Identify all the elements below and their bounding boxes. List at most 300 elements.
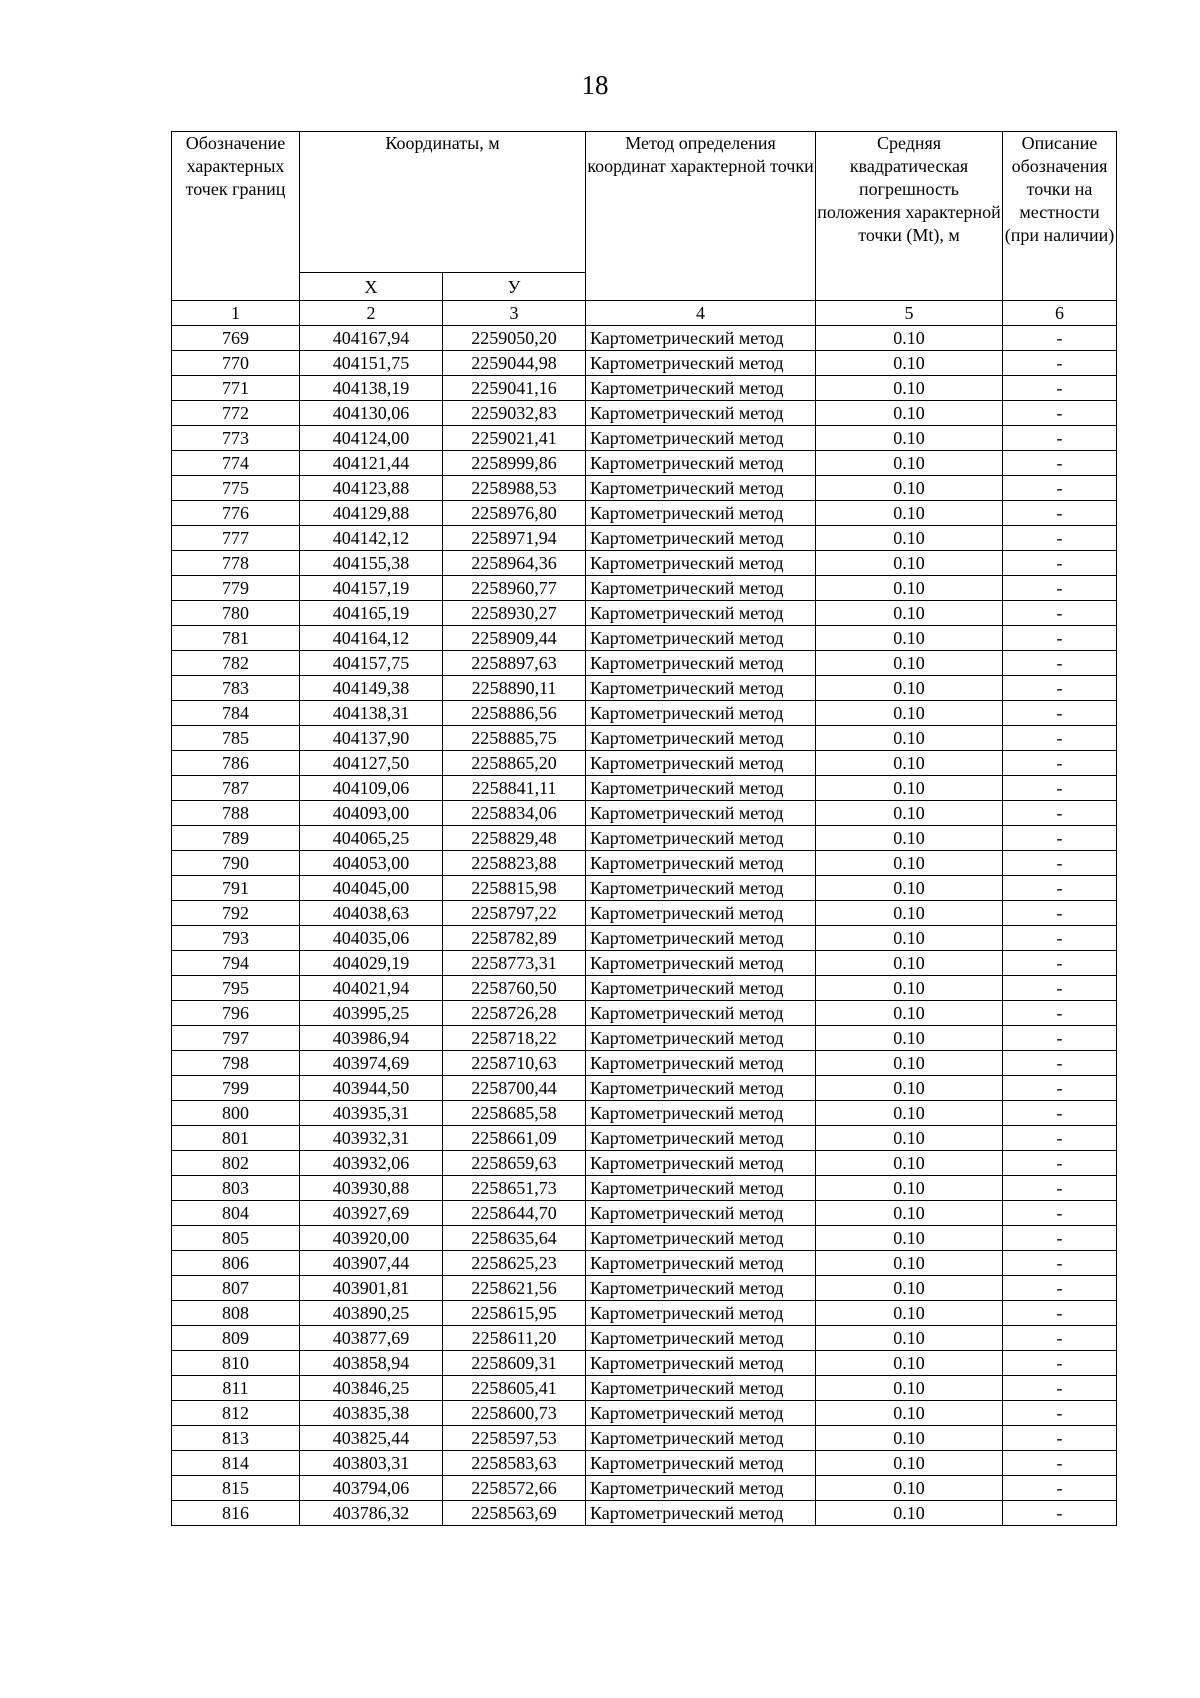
x-coordinate-cell: 404157,19 xyxy=(300,576,443,601)
point-id-cell: 794 xyxy=(172,951,300,976)
description-cell: - xyxy=(1003,801,1117,826)
y-coordinate-cell: 2258897,63 xyxy=(443,651,586,676)
table-row xyxy=(172,976,1117,1001)
error-cell: 0.10 xyxy=(816,826,1003,851)
y-coordinate-cell: 2259021,41 xyxy=(443,426,586,451)
column-numbers-row xyxy=(172,301,1117,326)
x-coordinate-cell: 403932,31 xyxy=(300,1126,443,1151)
error-cell: 0.10 xyxy=(816,976,1003,1001)
x-coordinate-cell: 404151,75 xyxy=(300,351,443,376)
y-coordinate-cell: 2258625,23 xyxy=(443,1251,586,1276)
point-id-cell: 813 xyxy=(172,1426,300,1451)
error-cell: 0.10 xyxy=(816,1026,1003,1051)
x-coordinate-cell: 403803,31 xyxy=(300,1451,443,1476)
error-cell: 0.10 xyxy=(816,1201,1003,1226)
table-row xyxy=(172,326,1117,351)
method-cell: Картометрический метод xyxy=(586,801,816,826)
point-id-cell: 781 xyxy=(172,626,300,651)
y-coordinate-cell: 2258782,89 xyxy=(443,926,586,951)
table-row xyxy=(172,576,1117,601)
description-cell: - xyxy=(1003,776,1117,801)
table-row xyxy=(172,626,1117,651)
error-cell: 0.10 xyxy=(816,376,1003,401)
point-id-cell: 788 xyxy=(172,801,300,826)
table-row xyxy=(172,551,1117,576)
x-coordinate-cell: 403927,69 xyxy=(300,1201,443,1226)
method-cell: Картометрический метод xyxy=(586,826,816,851)
column-number: 3 xyxy=(443,301,586,326)
y-coordinate-cell: 2259044,98 xyxy=(443,351,586,376)
error-cell: 0.10 xyxy=(816,1051,1003,1076)
x-coordinate-cell: 404121,44 xyxy=(300,451,443,476)
description-cell: - xyxy=(1003,1251,1117,1276)
method-cell: Картометрический метод xyxy=(586,526,816,551)
y-coordinate-cell: 2259032,83 xyxy=(443,401,586,426)
y-coordinate-cell: 2258651,73 xyxy=(443,1176,586,1201)
table-row xyxy=(172,1126,1117,1151)
point-id-cell: 778 xyxy=(172,551,300,576)
method-cell: Картометрический метод xyxy=(586,1376,816,1401)
error-cell: 0.10 xyxy=(816,1351,1003,1376)
description-cell: - xyxy=(1003,326,1117,351)
error-cell: 0.10 xyxy=(816,1151,1003,1176)
description-cell: - xyxy=(1003,1051,1117,1076)
header-method: Метод определения координат характерной точки xyxy=(586,132,816,301)
method-cell: Картометрический метод xyxy=(586,451,816,476)
table-row xyxy=(172,526,1117,551)
y-coordinate-cell: 2258661,09 xyxy=(443,1126,586,1151)
y-coordinate-cell: 2258615,95 xyxy=(443,1301,586,1326)
error-cell: 0.10 xyxy=(816,626,1003,651)
point-id-cell: 814 xyxy=(172,1451,300,1476)
error-cell: 0.10 xyxy=(816,1126,1003,1151)
point-id-cell: 795 xyxy=(172,976,300,1001)
method-cell: Картометрический метод xyxy=(586,1101,816,1126)
table-row xyxy=(172,1101,1117,1126)
column-number: 4 xyxy=(586,301,816,326)
x-coordinate-cell: 403920,00 xyxy=(300,1226,443,1251)
point-id-cell: 790 xyxy=(172,851,300,876)
error-cell: 0.10 xyxy=(816,726,1003,751)
x-coordinate-cell: 404124,00 xyxy=(300,426,443,451)
method-cell: Картометрический метод xyxy=(586,426,816,451)
description-cell: - xyxy=(1003,351,1117,376)
table-row xyxy=(172,1226,1117,1251)
table-row xyxy=(172,826,1117,851)
method-cell: Картометрический метод xyxy=(586,326,816,351)
description-cell: - xyxy=(1003,1201,1117,1226)
error-cell: 0.10 xyxy=(816,551,1003,576)
point-id-cell: 806 xyxy=(172,1251,300,1276)
table-row xyxy=(172,451,1117,476)
point-id-cell: 815 xyxy=(172,1476,300,1501)
x-coordinate-cell: 404167,94 xyxy=(300,326,443,351)
point-id-cell: 775 xyxy=(172,476,300,501)
x-coordinate-cell: 404138,19 xyxy=(300,376,443,401)
method-cell: Картометрический метод xyxy=(586,876,816,901)
method-cell: Картометрический метод xyxy=(586,976,816,1001)
method-cell: Картометрический метод xyxy=(586,951,816,976)
description-cell: - xyxy=(1003,526,1117,551)
description-cell: - xyxy=(1003,626,1117,651)
method-cell: Картометрический метод xyxy=(586,1326,816,1351)
description-cell: - xyxy=(1003,1401,1117,1426)
description-cell: - xyxy=(1003,1351,1117,1376)
table-row xyxy=(172,776,1117,801)
error-cell: 0.10 xyxy=(816,676,1003,701)
table-row xyxy=(172,901,1117,926)
method-cell: Картометрический метод xyxy=(586,1201,816,1226)
description-cell: - xyxy=(1003,951,1117,976)
point-id-cell: 773 xyxy=(172,426,300,451)
point-id-cell: 776 xyxy=(172,501,300,526)
description-cell: - xyxy=(1003,901,1117,926)
error-cell: 0.10 xyxy=(816,851,1003,876)
point-id-cell: 805 xyxy=(172,1226,300,1251)
x-coordinate-cell: 404149,38 xyxy=(300,676,443,701)
y-coordinate-cell: 2258605,41 xyxy=(443,1376,586,1401)
method-cell: Картометрический метод xyxy=(586,751,816,776)
error-cell: 0.10 xyxy=(816,1301,1003,1326)
y-coordinate-cell: 2258583,63 xyxy=(443,1451,586,1476)
description-cell: - xyxy=(1003,1101,1117,1126)
table-row xyxy=(172,1401,1117,1426)
column-number: 2 xyxy=(300,301,443,326)
description-cell: - xyxy=(1003,576,1117,601)
point-id-cell: 770 xyxy=(172,351,300,376)
table-row xyxy=(172,1151,1117,1176)
error-cell: 0.10 xyxy=(816,501,1003,526)
point-id-cell: 791 xyxy=(172,876,300,901)
description-cell: - xyxy=(1003,826,1117,851)
error-cell: 0.10 xyxy=(816,751,1003,776)
y-coordinate-cell: 2258609,31 xyxy=(443,1351,586,1376)
method-cell: Картометрический метод xyxy=(586,576,816,601)
error-cell: 0.10 xyxy=(816,351,1003,376)
point-id-cell: 787 xyxy=(172,776,300,801)
table-row xyxy=(172,1201,1117,1226)
y-coordinate-cell: 2258611,20 xyxy=(443,1326,586,1351)
x-coordinate-cell: 404123,88 xyxy=(300,476,443,501)
header-description: Описание обозначения точки на местности (при наличии) xyxy=(1003,132,1117,301)
y-coordinate-cell: 2258999,86 xyxy=(443,451,586,476)
x-coordinate-cell: 403995,25 xyxy=(300,1001,443,1026)
description-cell: - xyxy=(1003,1276,1117,1301)
point-id-cell: 793 xyxy=(172,926,300,951)
table-row xyxy=(172,651,1117,676)
table-row xyxy=(172,726,1117,751)
x-coordinate-cell: 403846,25 xyxy=(300,1376,443,1401)
y-coordinate-cell: 2258597,53 xyxy=(443,1426,586,1451)
description-cell: - xyxy=(1003,651,1117,676)
point-id-cell: 785 xyxy=(172,726,300,751)
x-coordinate-cell: 403986,94 xyxy=(300,1026,443,1051)
y-coordinate-cell: 2258960,77 xyxy=(443,576,586,601)
x-coordinate-cell: 404093,00 xyxy=(300,801,443,826)
method-cell: Картометрический метод xyxy=(586,1501,816,1526)
table-row xyxy=(172,1026,1117,1051)
error-cell: 0.10 xyxy=(816,651,1003,676)
method-cell: Картометрический метод xyxy=(586,351,816,376)
x-coordinate-cell: 403825,44 xyxy=(300,1426,443,1451)
method-cell: Картометрический метод xyxy=(586,651,816,676)
point-id-cell: 801 xyxy=(172,1126,300,1151)
table-row xyxy=(172,701,1117,726)
x-coordinate-cell: 403786,32 xyxy=(300,1501,443,1526)
description-cell: - xyxy=(1003,851,1117,876)
error-cell: 0.10 xyxy=(816,1426,1003,1451)
method-cell: Картометрический метод xyxy=(586,901,816,926)
x-coordinate-cell: 403932,06 xyxy=(300,1151,443,1176)
point-id-cell: 796 xyxy=(172,1001,300,1026)
column-number: 5 xyxy=(816,301,1003,326)
error-cell: 0.10 xyxy=(816,601,1003,626)
method-cell: Картометрический метод xyxy=(586,1476,816,1501)
y-coordinate-cell: 2258930,27 xyxy=(443,601,586,626)
table-row xyxy=(172,1501,1117,1526)
x-coordinate-cell: 403901,81 xyxy=(300,1276,443,1301)
method-cell: Картометрический метод xyxy=(586,551,816,576)
x-coordinate-cell: 403877,69 xyxy=(300,1326,443,1351)
y-coordinate-cell: 2258700,44 xyxy=(443,1076,586,1101)
description-cell: - xyxy=(1003,501,1117,526)
method-cell: Картометрический метод xyxy=(586,1351,816,1376)
method-cell: Картометрический метод xyxy=(586,1001,816,1026)
x-coordinate-cell: 404165,19 xyxy=(300,601,443,626)
point-id-cell: 816 xyxy=(172,1501,300,1526)
y-coordinate-cell: 2258964,36 xyxy=(443,551,586,576)
x-coordinate-cell: 403935,31 xyxy=(300,1101,443,1126)
x-coordinate-cell: 404129,88 xyxy=(300,501,443,526)
description-cell: - xyxy=(1003,401,1117,426)
error-cell: 0.10 xyxy=(816,576,1003,601)
method-cell: Картометрический метод xyxy=(586,1076,816,1101)
error-cell: 0.10 xyxy=(816,1101,1003,1126)
table-row xyxy=(172,751,1117,776)
description-cell: - xyxy=(1003,876,1117,901)
method-cell: Картометрический метод xyxy=(586,701,816,726)
error-cell: 0.10 xyxy=(816,451,1003,476)
table-row xyxy=(172,1376,1117,1401)
y-coordinate-cell: 2258563,69 xyxy=(443,1501,586,1526)
error-cell: 0.10 xyxy=(816,1251,1003,1276)
method-cell: Картометрический метод xyxy=(586,776,816,801)
description-cell: - xyxy=(1003,1451,1117,1476)
error-cell: 0.10 xyxy=(816,1451,1003,1476)
error-cell: 0.10 xyxy=(816,876,1003,901)
x-coordinate-cell: 404138,31 xyxy=(300,701,443,726)
column-number: 1 xyxy=(172,301,300,326)
method-cell: Картометрический метод xyxy=(586,1026,816,1051)
method-cell: Картометрический метод xyxy=(586,1051,816,1076)
table-row xyxy=(172,501,1117,526)
description-cell: - xyxy=(1003,601,1117,626)
error-cell: 0.10 xyxy=(816,776,1003,801)
method-cell: Картометрический метод xyxy=(586,1426,816,1451)
y-coordinate-cell: 2258797,22 xyxy=(443,901,586,926)
y-coordinate-cell: 2258621,56 xyxy=(443,1276,586,1301)
point-id-cell: 779 xyxy=(172,576,300,601)
error-cell: 0.10 xyxy=(816,1501,1003,1526)
y-coordinate-cell: 2259041,16 xyxy=(443,376,586,401)
method-cell: Картометрический метод xyxy=(586,926,816,951)
description-cell: - xyxy=(1003,426,1117,451)
point-id-cell: 784 xyxy=(172,701,300,726)
error-cell: 0.10 xyxy=(816,1476,1003,1501)
error-cell: 0.10 xyxy=(816,1076,1003,1101)
method-cell: Картометрический метод xyxy=(586,601,816,626)
x-coordinate-cell: 404155,38 xyxy=(300,551,443,576)
table-row xyxy=(172,1426,1117,1451)
y-coordinate-cell: 2258635,64 xyxy=(443,1226,586,1251)
x-coordinate-cell: 404142,12 xyxy=(300,526,443,551)
x-coordinate-cell: 404130,06 xyxy=(300,401,443,426)
error-cell: 0.10 xyxy=(816,476,1003,501)
description-cell: - xyxy=(1003,451,1117,476)
table-row xyxy=(172,426,1117,451)
description-cell: - xyxy=(1003,551,1117,576)
y-coordinate-cell: 2259050,20 xyxy=(443,326,586,351)
method-cell: Картометрический метод xyxy=(586,676,816,701)
table-row xyxy=(172,876,1117,901)
x-coordinate-cell: 403890,25 xyxy=(300,1301,443,1326)
method-cell: Картометрический метод xyxy=(586,476,816,501)
error-cell: 0.10 xyxy=(816,326,1003,351)
error-cell: 0.10 xyxy=(816,401,1003,426)
y-coordinate-cell: 2258834,06 xyxy=(443,801,586,826)
x-coordinate-cell: 403944,50 xyxy=(300,1076,443,1101)
method-cell: Картометрический метод xyxy=(586,1226,816,1251)
table-row xyxy=(172,351,1117,376)
x-coordinate-cell: 404109,06 xyxy=(300,776,443,801)
x-coordinate-cell: 404053,00 xyxy=(300,851,443,876)
error-cell: 0.10 xyxy=(816,701,1003,726)
point-id-cell: 802 xyxy=(172,1151,300,1176)
point-id-cell: 810 xyxy=(172,1351,300,1376)
page-number: 18 xyxy=(581,70,609,100)
method-cell: Картометрический метод xyxy=(586,401,816,426)
error-cell: 0.10 xyxy=(816,901,1003,926)
table-row xyxy=(172,1451,1117,1476)
description-cell: - xyxy=(1003,1301,1117,1326)
point-id-cell: 774 xyxy=(172,451,300,476)
header-x: X xyxy=(300,273,443,301)
description-cell: - xyxy=(1003,1376,1117,1401)
y-coordinate-cell: 2258976,80 xyxy=(443,501,586,526)
method-cell: Картометрический метод xyxy=(586,376,816,401)
point-id-cell: 797 xyxy=(172,1026,300,1051)
point-id-cell: 798 xyxy=(172,1051,300,1076)
x-coordinate-cell: 404065,25 xyxy=(300,826,443,851)
description-cell: - xyxy=(1003,1426,1117,1451)
header-coordinates: Координаты, м xyxy=(300,132,586,273)
table-row xyxy=(172,1476,1117,1501)
table-row xyxy=(172,851,1117,876)
description-cell: - xyxy=(1003,1226,1117,1251)
error-cell: 0.10 xyxy=(816,426,1003,451)
error-cell: 0.10 xyxy=(816,1001,1003,1026)
y-coordinate-cell: 2258726,28 xyxy=(443,1001,586,1026)
description-cell: - xyxy=(1003,926,1117,951)
description-cell: - xyxy=(1003,1176,1117,1201)
y-coordinate-cell: 2258644,70 xyxy=(443,1201,586,1226)
header-y: У xyxy=(443,273,586,301)
description-cell: - xyxy=(1003,1126,1117,1151)
table-row xyxy=(172,801,1117,826)
point-id-cell: 769 xyxy=(172,326,300,351)
table-row xyxy=(172,376,1117,401)
error-cell: 0.10 xyxy=(816,951,1003,976)
description-cell: - xyxy=(1003,1026,1117,1051)
error-cell: 0.10 xyxy=(816,1326,1003,1351)
method-cell: Картометрический метод xyxy=(586,1301,816,1326)
description-cell: - xyxy=(1003,676,1117,701)
description-cell: - xyxy=(1003,1076,1117,1101)
y-coordinate-cell: 2258600,73 xyxy=(443,1401,586,1426)
y-coordinate-cell: 2258865,20 xyxy=(443,751,586,776)
point-id-cell: 792 xyxy=(172,901,300,926)
table-row xyxy=(172,1326,1117,1351)
description-cell: - xyxy=(1003,976,1117,1001)
header-error: Средняя квадратическая погрешность положения характерной точки (Mt), м xyxy=(816,132,1003,301)
error-cell: 0.10 xyxy=(816,526,1003,551)
coordinates-table xyxy=(171,131,1117,1526)
method-cell: Картометрический метод xyxy=(586,1151,816,1176)
table-row xyxy=(172,676,1117,701)
point-id-cell: 780 xyxy=(172,601,300,626)
table-row xyxy=(172,1276,1117,1301)
point-id-cell: 777 xyxy=(172,526,300,551)
description-cell: - xyxy=(1003,1151,1117,1176)
x-coordinate-cell: 404137,90 xyxy=(300,726,443,751)
error-cell: 0.10 xyxy=(816,1176,1003,1201)
x-coordinate-cell: 404029,19 xyxy=(300,951,443,976)
table-row xyxy=(172,1351,1117,1376)
table-row xyxy=(172,951,1117,976)
method-cell: Картометрический метод xyxy=(586,1401,816,1426)
method-cell: Картометрический метод xyxy=(586,1276,816,1301)
table-row xyxy=(172,1301,1117,1326)
x-coordinate-cell: 403794,06 xyxy=(300,1476,443,1501)
method-cell: Картометрический метод xyxy=(586,1251,816,1276)
point-id-cell: 789 xyxy=(172,826,300,851)
table-row xyxy=(172,476,1117,501)
point-id-cell: 804 xyxy=(172,1201,300,1226)
y-coordinate-cell: 2258773,31 xyxy=(443,951,586,976)
x-coordinate-cell: 403907,44 xyxy=(300,1251,443,1276)
x-coordinate-cell: 403835,38 xyxy=(300,1401,443,1426)
point-id-cell: 803 xyxy=(172,1176,300,1201)
table-row xyxy=(172,401,1117,426)
y-coordinate-cell: 2258829,48 xyxy=(443,826,586,851)
method-cell: Картометрический метод xyxy=(586,1126,816,1151)
description-cell: - xyxy=(1003,376,1117,401)
y-coordinate-cell: 2258971,94 xyxy=(443,526,586,551)
point-id-cell: 772 xyxy=(172,401,300,426)
x-coordinate-cell: 403974,69 xyxy=(300,1051,443,1076)
description-cell: - xyxy=(1003,726,1117,751)
table-row xyxy=(172,601,1117,626)
error-cell: 0.10 xyxy=(816,1276,1003,1301)
y-coordinate-cell: 2258823,88 xyxy=(443,851,586,876)
method-cell: Картометрический метод xyxy=(586,501,816,526)
x-coordinate-cell: 404038,63 xyxy=(300,901,443,926)
error-cell: 0.10 xyxy=(816,1401,1003,1426)
method-cell: Картометрический метод xyxy=(586,1451,816,1476)
method-cell: Картометрический метод xyxy=(586,1176,816,1201)
table-row xyxy=(172,926,1117,951)
y-coordinate-cell: 2258841,11 xyxy=(443,776,586,801)
